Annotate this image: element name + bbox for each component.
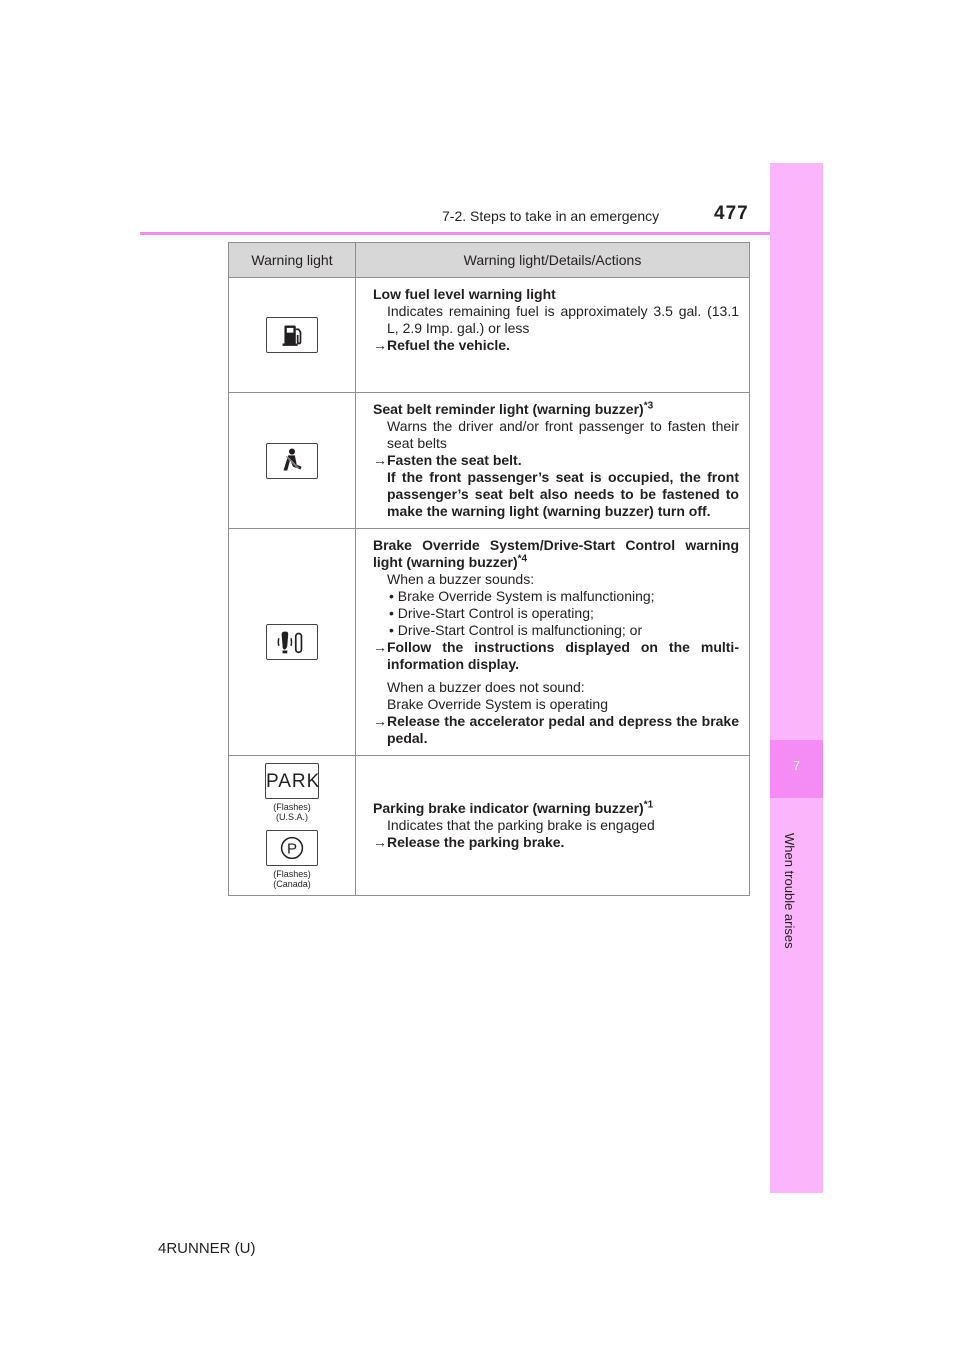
no-buzzer-detail: Brake Override System is operating	[387, 696, 608, 712]
fuel-warning-detail: Indicates remaining fuel is approximately 3.5 gal. (13.1 L, 2.9 Imp. gal.) or less	[387, 303, 739, 336]
arrow-icon: →	[373, 452, 387, 468]
bullet-text: Brake Override System is malfunctioning;	[397, 588, 655, 604]
table-row	[229, 393, 750, 529]
icon-cell	[229, 529, 356, 756]
parking-brake-title	[373, 800, 739, 817]
action-text: Fasten the seat belt.	[387, 452, 522, 468]
table-row	[229, 756, 750, 896]
action-text: Follow the instructions displayed on the multi-information display.	[387, 639, 739, 672]
seatbelt-warning-detail: Warns the driver and/or front passenger to fasten their seat belts	[387, 418, 739, 451]
bullet-text: Drive-Start Control is malfunctioning; or	[397, 622, 643, 638]
seatbelt-warning-action-detail: If the front passenger’s seat is occupied, the front passenger’s seat belt also needs to be fastened to make the warning light (warning buzzer) turn off.	[387, 469, 739, 519]
warning-light-table	[228, 242, 750, 896]
buzzer-sounds-label: When a buzzer sounds:	[387, 571, 535, 587]
footnote-ref: *4	[517, 553, 528, 565]
description-cell	[356, 529, 750, 756]
fuel-warning-action	[373, 337, 739, 354]
action-text: Refuel the vehicle.	[387, 337, 510, 353]
icon-cell	[229, 756, 356, 896]
p-caption-flashes: (Flashes)	[273, 868, 311, 879]
title-text: Seat belt reminder light (warning buzzer)	[373, 401, 644, 417]
header-rule	[140, 232, 822, 235]
park-caption-region: (U.S.A.)	[275, 811, 308, 822]
footnote-ref: *1	[643, 799, 654, 811]
p-label: P	[286, 840, 298, 858]
park-indicator-icon: PARK	[265, 763, 319, 799]
parking-brake-action	[373, 834, 739, 851]
list-item: • Drive-Start Control is malfunctioning; or	[389, 622, 643, 638]
list-item: • Drive-Start Control is operating;	[389, 605, 594, 621]
icon-cell	[229, 393, 356, 529]
description-cell	[356, 756, 750, 896]
footnote-ref: *3	[643, 400, 654, 412]
title-text: Parking brake indicator (warning buzzer)	[373, 800, 644, 816]
seatbelt-icon	[266, 443, 318, 479]
fuel-pump-icon	[266, 317, 318, 353]
parking-brake-detail: Indicates that the parking brake is engaged	[387, 817, 655, 833]
bullet-text: Drive-Start Control is operating;	[397, 605, 594, 621]
arrow-icon: →	[373, 337, 387, 353]
brake-override-warning-title	[373, 537, 739, 571]
table-header-row	[229, 243, 750, 278]
chapter-title: When trouble arises	[782, 833, 797, 949]
brake-override-icon	[266, 624, 318, 660]
seatbelt-warning-title	[373, 401, 739, 418]
park-caption-flashes: (Flashes)	[273, 801, 311, 812]
page-number: 477	[714, 203, 749, 224]
icon-cell	[229, 278, 356, 393]
action-text: Release the accelerator pedal and depress the brake pedal.	[387, 713, 739, 746]
parking-brake-p-icon	[266, 830, 318, 866]
side-tab	[770, 163, 823, 1193]
description-cell	[356, 278, 750, 393]
table-row	[229, 278, 750, 393]
column-header-warning-light: Warning light	[229, 243, 356, 278]
brake-override-action-b	[373, 713, 739, 747]
section-title: 7-2. Steps to take in an emergency	[442, 208, 660, 224]
no-buzzer-label: When a buzzer does not sound:	[387, 679, 585, 695]
seatbelt-warning-action	[373, 452, 739, 469]
description-cell	[356, 393, 750, 529]
fuel-warning-title: Low fuel level warning light	[373, 286, 556, 302]
arrow-icon: →	[373, 834, 387, 850]
brake-override-action	[373, 639, 739, 673]
arrow-icon: →	[373, 639, 387, 655]
arrow-icon: →	[373, 713, 387, 729]
p-caption-region: (Canada)	[273, 878, 311, 889]
list-item: • Brake Override System is malfunctioning;	[389, 588, 655, 604]
table-row	[229, 529, 750, 756]
model-footer: 4RUNNER (U)	[158, 1240, 256, 1257]
action-text: Release the parking brake.	[387, 834, 565, 850]
column-header-details: Warning light/Details/Actions	[356, 243, 750, 278]
title-text: Brake Override System/Drive-Start Control warning light (warning buzzer)	[373, 537, 739, 570]
chapter-number: 7	[792, 758, 801, 773]
